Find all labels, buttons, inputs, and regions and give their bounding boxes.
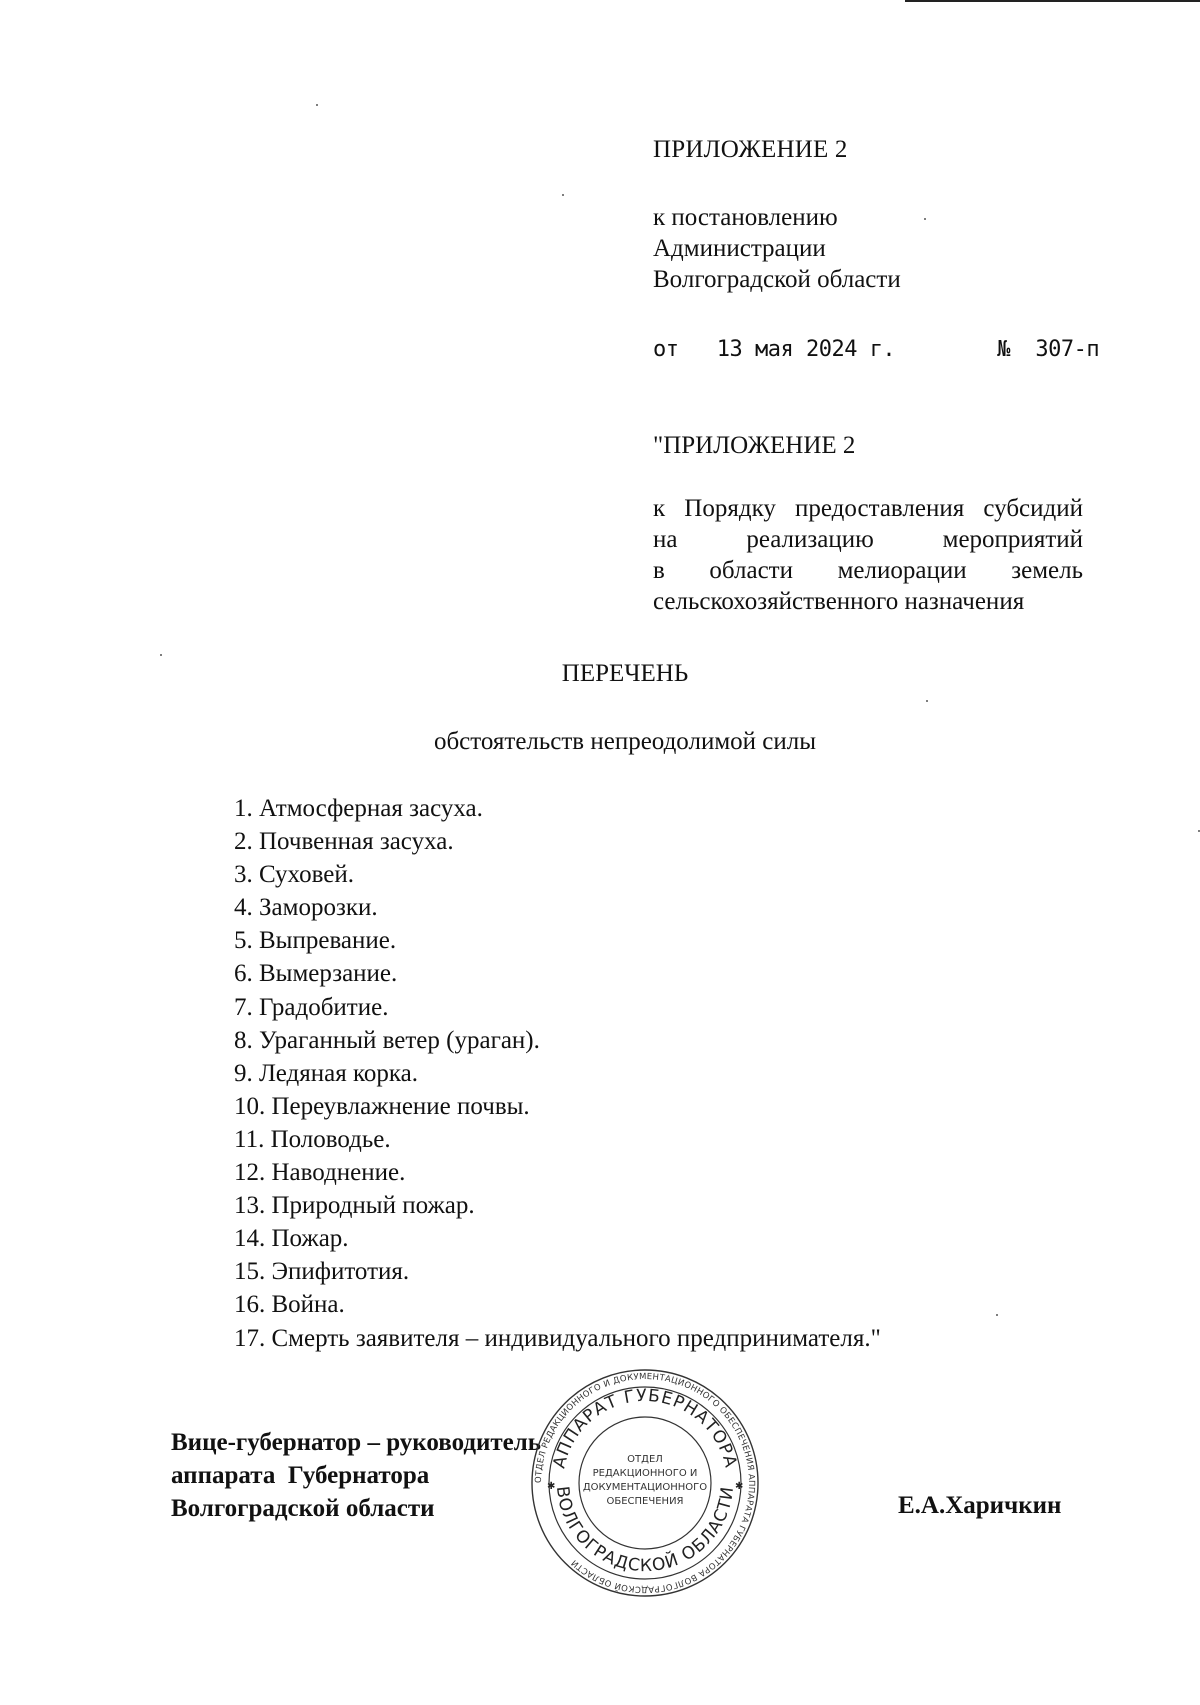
list-item: 6. Вымерзание. (234, 960, 398, 988)
seal-star-left-icon: ✱ (547, 1481, 556, 1492)
list-item: 5. Выпревание. (234, 927, 397, 955)
official-seal (530, 1368, 760, 1598)
seal-center-line: ДОКУМЕНТАЦИОННОГО (582, 1482, 708, 1493)
list-item: 12. Наводнение. (234, 1159, 406, 1187)
order-line: сельскохозяйственного назначения (653, 588, 1025, 615)
list-item: 13. Природный пожар. (234, 1192, 475, 1220)
list-item: 11. Половодье. (234, 1125, 391, 1153)
list-item: 16. Война. (234, 1291, 345, 1319)
list-item: 1. Атмосферная засуха. (234, 795, 483, 822)
list-item: 8. Ураганный ветер (ураган). (234, 1026, 540, 1054)
list-item: 14. Пожар. (234, 1225, 349, 1253)
annex-order-reference (653, 493, 1083, 617)
seal-outer-textpath: ОТДЕЛ РЕДАКЦИОННОГО И ДОКУМЕНТАЦИОННОГО ОБЕСПЕЧЕНИЯ АППАРАТА ГУБЕРНАТОРА ВОЛГОГРАДСКОЙ ОБЛАСТИ (533, 1371, 757, 1595)
list-item: 2. Почвенная засуха. (234, 828, 454, 856)
seal-star-right-icon: ✱ (735, 1481, 744, 1492)
seal-center-line: РЕДАКЦИОННОГО И (592, 1468, 698, 1479)
document-number: 307-п (1035, 337, 1100, 362)
list-item: 3. Суховей. (234, 861, 354, 889)
annex-date-number (653, 334, 1099, 365)
order-line: к Порядку предоставления субсидий (653, 495, 1083, 522)
scan-speck (926, 700, 928, 702)
seal-ring-bottom-textpath: ВОЛГОГРАДСКОЙ ОБЛАСТИ (551, 1485, 739, 1577)
order-line: на реализацию мероприятий (653, 526, 1083, 553)
scan-speck (316, 104, 318, 106)
inner-annex-title: "ПРИЛОЖЕНИЕ 2 (653, 432, 856, 459)
scan-speck (160, 654, 162, 656)
list-item: 15. Эпифитотия. (234, 1258, 410, 1286)
annex-to-line: к постановлению (653, 204, 838, 231)
order-line: в области мелиорации земель (653, 557, 1083, 584)
list-item: 9. Ледяная корка. (234, 1059, 418, 1087)
list-item: 10. Переувлажнение почвы. (234, 1092, 530, 1120)
scan-speck (562, 194, 564, 196)
list-heading: ПЕРЕЧЕНЬ (561, 660, 689, 687)
list-item: 7. Градобитие. (234, 993, 389, 1021)
signatory-name: Е.А.Харичкин (898, 1492, 1062, 1519)
list-subheading: обстоятельств непреодолимой силы (433, 728, 817, 755)
seal-center-line: ОТДЕЛ (627, 1454, 663, 1465)
seal-center-line: ОБЕСПЕЧЕНИЯ (606, 1496, 684, 1507)
annex-to-line: Администрации (653, 235, 826, 262)
number-label: № (997, 337, 1010, 362)
scan-speck (996, 1314, 998, 1316)
list-item: 4. Заморозки. (234, 894, 378, 922)
signatory-position-line: Вице-губернатор – руководитель (171, 1429, 542, 1456)
annex-title: ПРИЛОЖЕНИЕ 2 (653, 136, 848, 163)
force-majeure-list (234, 792, 881, 1355)
document-date: 13 мая 2024 г. (716, 337, 896, 362)
date-prefix: от (653, 337, 679, 362)
signatory-position-line: Волгоградской области (171, 1495, 435, 1522)
annex-to-line: Волгоградской области (653, 266, 901, 293)
signatory-position-line: аппарата Губернатора (171, 1462, 430, 1489)
annex-resolution-reference (653, 202, 953, 295)
seal-ring-top-textpath: АППАРАТ ГУБЕРНАТОРА (549, 1385, 741, 1471)
list-item: 17. Смерть заявителя – индивидуального предпринимателя." (234, 1324, 881, 1352)
signatory-position (171, 1426, 541, 1525)
scan-edge-line (905, 0, 1200, 2)
